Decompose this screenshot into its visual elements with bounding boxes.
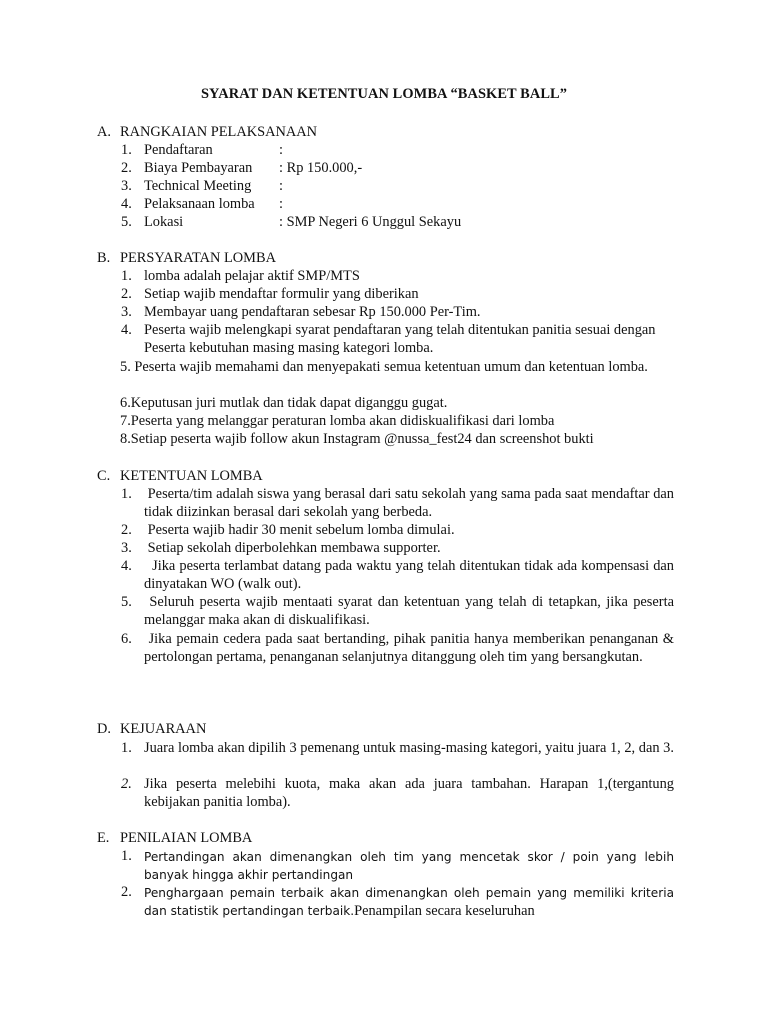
list-item [144,213,674,231]
section-letter: B. [97,250,111,266]
list-number: 2. [121,286,132,302]
item-value: : [279,178,283,194]
document-title: SYARAT DAN KETENTUAN LOMBA “BASKET BALL” [200,86,568,102]
list-item-text: Seluruh peserta wajib mentaati syarat dan ketentuan yang telah di tetapkan, jika peserta melanggar maka akan di diskualifikasi. [144,594,678,628]
list-number: 3. [121,304,132,320]
item-value: : SMP Negeri 6 Unggul Sekayu [279,214,462,230]
section-e-heading [97,829,252,847]
list-item-text: Jika peserta terlambat datang pada waktu yang telah ditentukan tidak ada kompensasi dan dinyatakan WO (walk out). [144,558,678,592]
list-number: 1. [121,740,132,756]
list-number: 6. [121,631,132,647]
paragraph-line: 7.Peserta yang melanggar peraturan lomba akan didiskualifikasi dari lomba [120,413,555,429]
list-number: 4. [121,196,132,212]
list-item [144,177,674,195]
list-item-text: Peserta wajib hadir 30 menit sebelum lomba dimulai. [144,522,455,538]
section-b-heading [97,249,276,267]
list-item-text: Jika pemain cedera pada saat bertanding, pihak panitia hanya memberikan penanganan & pertolongan pertama, penanganan selanjutnya ditanggung oleh tim yang bersangkutan. [144,631,678,665]
list-item-text: Peserta/tim adalah siswa yang berasal dari satu sekolah yang sama pada saat mendaftar dan tidak diizinkan berasal dari sekolah yang berbeda. [144,486,678,520]
list-item-text: Peserta wajib melengkapi syarat pendaftaran yang telah ditentukan panitia sesuai dengan Peserta kebutuhan masing masing kategori lomba. [144,322,656,356]
list-number: 3. [121,178,132,194]
list-item-text: Pertandingan akan dimenangkan oleh tim yang mencetak skor / poin yang lebih banyak hingga akhir pertandingan [144,850,674,882]
list-item-text: lomba adalah pelajar aktif SMP/MTS [144,268,360,284]
item-value: : [279,196,283,212]
section-title: PERSYARATAN LOMBA [120,250,276,266]
item-label: Biaya Pembayaran [144,160,253,176]
list-item-text: Setiap wajib mendaftar formulir yang diberikan [144,286,419,302]
list-item [144,195,674,213]
list-item-text [144,884,674,920]
list-number: 2. [121,522,132,538]
section-title: RANGKAIAN PELAKSANAAN [120,124,318,140]
list-item-text: Membayar uang pendaftaran sebesar Rp 150.000 Per-Tim. [144,304,481,320]
paragraph-line: 5. Peserta wajib memahami dan menyepakati semua ketentuan umum dan ketentuan lomba. [120,359,648,375]
section-letter: C. [97,468,111,484]
list-number: 5. [121,594,132,610]
section-title: KEJUARAAN [120,721,207,737]
item-label: Lokasi [144,214,184,230]
section-a-heading [97,123,317,141]
list-number: 5. [121,214,132,230]
list-number: 1. [121,268,132,284]
item-value: : Rp 150.000,- [279,160,363,176]
list-number: 4. [121,558,132,574]
paragraph-line: 8.Setiap peserta wajib follow akun Instagram @nussa_fest24 dan screenshot bukti [120,431,594,447]
list-number: 1. [121,142,132,158]
section-letter: D. [97,721,111,737]
item-value: : [279,142,283,158]
section-title: KETENTUAN LOMBA [120,468,263,484]
section-letter: A. [97,124,111,140]
item-label: Technical Meeting [144,178,252,194]
list-item-text: Jika peserta melebihi kuota, maka akan ada juara tambahan. Harapan 1,(tergantung kebijakan panitia lomba). [144,776,674,810]
item-label: Pendaftaran [144,142,213,158]
list-item-text-tail: Penampilan secara keseluruhan [354,903,535,919]
list-number: 2. [121,160,132,176]
section-d-heading [97,720,206,738]
list-number: 2. [121,884,132,900]
section-title: PENILAIAN LOMBA [120,830,253,846]
section-c-heading [97,467,263,485]
list-item [144,159,674,177]
item-label: Pelaksanaan lomba [144,196,255,212]
list-number: 1. [121,848,132,864]
list-number: 2. [121,776,132,792]
list-item [144,141,674,159]
paragraph-line: 6.Keputusan juri mutlak dan tidak dapat diganggu gugat. [120,395,448,411]
list-number: 3. [121,540,132,556]
list-number: 4. [121,322,132,338]
list-item-text: Setiap sekolah diperbolehkan membawa supporter. [144,540,441,556]
section-letter: E. [97,830,110,846]
list-item-text: Juara lomba akan dipilih 3 pemenang untuk masing-masing kategori, yaitu juara 1, 2, dan 3. [144,740,674,756]
list-item-text-part: Penghargaan pemain terbaik akan dimenangkan oleh pemain yang memiliki kriteria dan statistik pertandingan terbaik. [144,886,674,918]
list-number: 1. [121,486,132,502]
